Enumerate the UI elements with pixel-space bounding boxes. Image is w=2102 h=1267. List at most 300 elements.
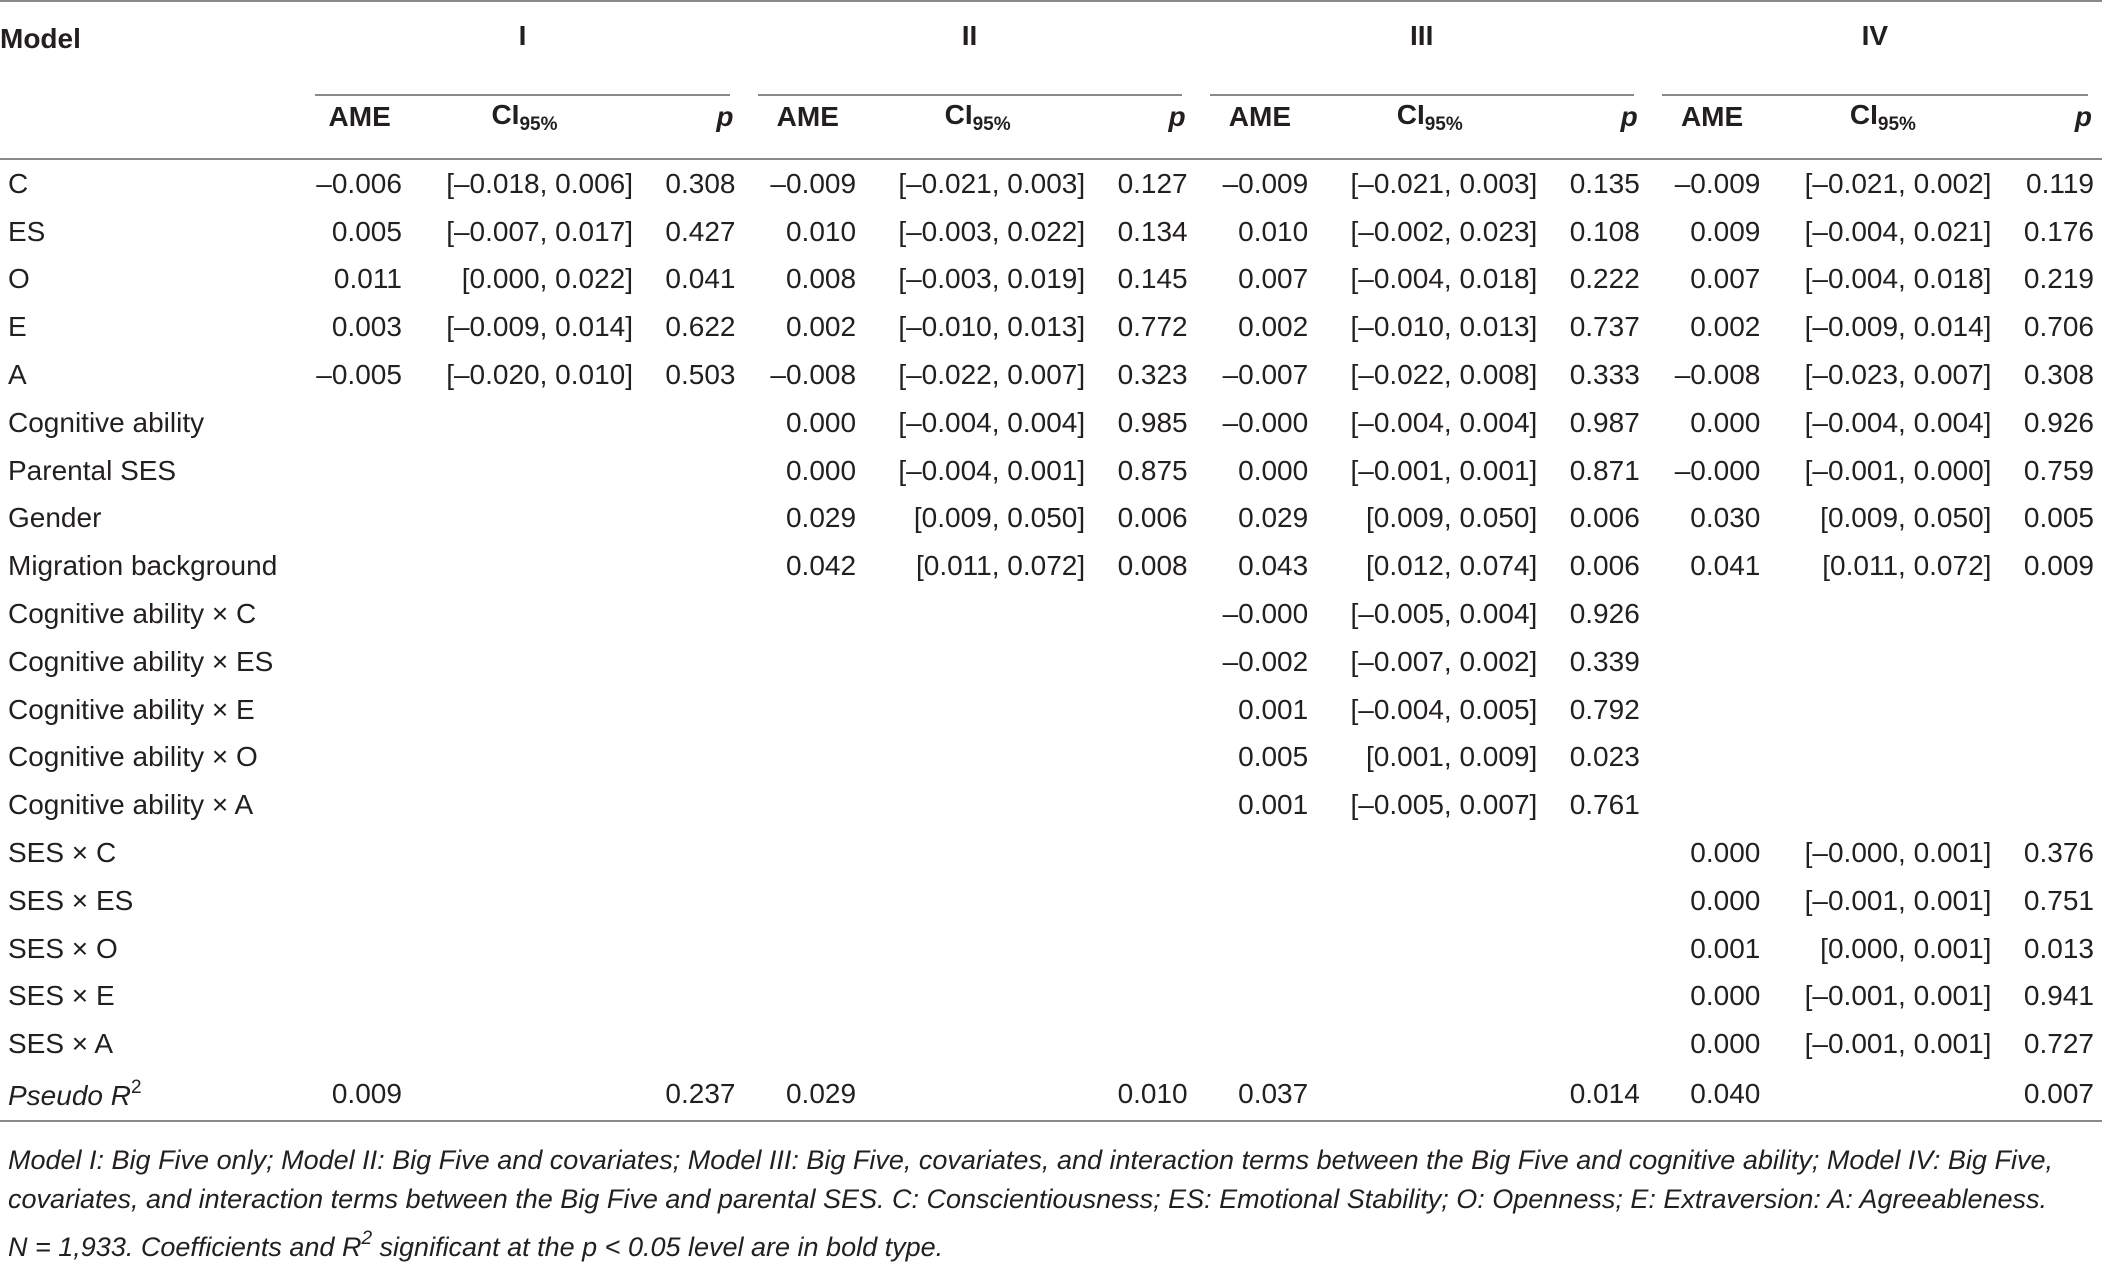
cell-ci: [0.012, 0.074] xyxy=(1366,550,1538,582)
table-row xyxy=(0,925,2102,973)
cell-p xyxy=(641,734,743,782)
cell-ame: –0.009 xyxy=(1674,167,1761,199)
row-label: C xyxy=(8,167,29,199)
cell-p: 0.727 xyxy=(2023,1028,2094,1060)
table-row xyxy=(0,1020,2102,1068)
cell-p xyxy=(1093,781,1195,829)
cell-ci xyxy=(1766,590,1999,638)
cell-ci xyxy=(408,542,641,590)
cell-ci xyxy=(408,399,641,447)
table-row xyxy=(0,686,2102,734)
cell-p: 0.875 xyxy=(1117,454,1188,486)
cell-ci: [–0.001, 0.001] xyxy=(1804,1028,1992,1060)
cell-ci xyxy=(408,590,641,638)
cell-p: 0.135 xyxy=(1569,167,1640,199)
cell-ci: [0.011, 0.072] xyxy=(915,550,1086,582)
note-line-2: covariates, and interaction terms between the Big Five and parental SES. C: Conscientiousness; ES: Emotional Stability; O: Openness; E: Extraversion: A: Agreeableness. xyxy=(8,1184,2048,1214)
cell-ci xyxy=(1314,1020,1545,1068)
cell-ci: [–0.003, 0.022] xyxy=(898,215,1086,247)
cell-p: 0.871 xyxy=(1569,454,1640,486)
cell-ci xyxy=(862,686,1093,734)
note-line-3 xyxy=(8,1219,2098,1267)
cell-p xyxy=(1093,638,1195,686)
cell-ame xyxy=(301,781,408,829)
cell-ame: 0.002 xyxy=(785,311,857,343)
cell-ame: 0.000 xyxy=(785,406,857,438)
cell-ame: 0.011 xyxy=(333,263,402,295)
cell-ame xyxy=(1648,781,1767,829)
table-row xyxy=(0,829,2102,877)
cell-ame xyxy=(301,590,408,638)
cell-ci: [–0.000, 0.001] xyxy=(1804,837,1992,869)
cell-ci: [0.000, 0.001] xyxy=(1820,932,1992,964)
cell-ci: [–0.023, 0.007] xyxy=(1804,359,1992,391)
pseudo-r2-label: Pseudo R xyxy=(8,1079,131,1111)
cell-ame: 0.029 xyxy=(1238,502,1309,534)
cell-p: 0.737 xyxy=(1569,311,1640,343)
cell-ci xyxy=(862,1068,1093,1121)
cell-ame: –0.006 xyxy=(316,167,402,199)
cell-p xyxy=(641,877,743,925)
cell-ci xyxy=(1314,877,1545,925)
cell-ci xyxy=(1766,638,1999,686)
ame-header: AME xyxy=(301,76,408,159)
cell-p: 0.010 xyxy=(1093,1068,1195,1121)
group-underline xyxy=(758,94,1182,96)
row-label: Parental SES xyxy=(8,454,177,486)
cell-p: 0.041 xyxy=(665,263,736,295)
p-header: p xyxy=(641,76,743,159)
cell-ci: [–0.002, 0.023] xyxy=(1350,215,1538,247)
note-line-3-sup: 2 xyxy=(361,1228,373,1249)
cell-p: 0.014 xyxy=(1545,1068,1647,1121)
cell-ci xyxy=(408,686,641,734)
cell-ci: [0.009, 0.050] xyxy=(1820,502,1992,534)
ci-header-subscript: 95% xyxy=(1424,113,1463,135)
cell-p: 0.127 xyxy=(1117,167,1188,199)
cell-p: 0.119 xyxy=(2026,167,2094,199)
cell-ci xyxy=(1314,1068,1545,1121)
cell-ame xyxy=(744,734,863,782)
pseudo-r2-superscript: 2 xyxy=(130,1076,142,1098)
cell-ci: [–0.001, 0.001] xyxy=(1804,884,1992,916)
cell-ame xyxy=(301,877,408,925)
row-label: SES × ES xyxy=(8,884,134,916)
cell-ci: [0.009, 0.050] xyxy=(913,502,1086,534)
cell-ci: [–0.021, 0.003] xyxy=(1350,167,1538,199)
cell-ci: [–0.004, 0.018] xyxy=(1350,263,1538,295)
cell-p: 0.751 xyxy=(2023,884,2094,916)
cell-ci xyxy=(408,447,641,495)
cell-ame xyxy=(1648,590,1767,638)
cell-p xyxy=(641,590,743,638)
cell-ame xyxy=(301,638,408,686)
cell-ame xyxy=(301,542,408,590)
cell-p xyxy=(1093,973,1195,1021)
cell-ame: 0.010 xyxy=(1238,215,1309,247)
row-label xyxy=(0,1068,301,1121)
cell-ci xyxy=(408,1020,641,1068)
cell-ci xyxy=(862,781,1093,829)
group-underline xyxy=(1662,94,2088,96)
cell-p: 0.007 xyxy=(1999,1068,2102,1121)
cell-ame: 0.029 xyxy=(785,502,857,534)
note-line-3-b: significant at the p < 0.05 level are in bold type. xyxy=(372,1232,944,1262)
cell-p xyxy=(1545,925,1647,973)
cell-ame xyxy=(1648,734,1767,782)
cell-p: 0.005 xyxy=(2023,502,2094,534)
cell-p: 0.308 xyxy=(2023,359,2094,391)
note-line-3-a: N = 1,933. Coefficients and R xyxy=(8,1232,362,1262)
cell-p: 0.985 xyxy=(1117,406,1188,438)
cell-ci xyxy=(862,973,1093,1021)
cell-p xyxy=(641,829,743,877)
ci-header xyxy=(1314,76,1545,159)
cell-ame: –0.000 xyxy=(1674,454,1761,486)
cell-ame xyxy=(301,447,408,495)
cell-ame xyxy=(1648,686,1767,734)
table-row xyxy=(0,256,2102,304)
cell-ame: 0.029 xyxy=(744,1068,863,1121)
cell-ci xyxy=(1766,781,1999,829)
cell-ame: 0.001 xyxy=(1238,789,1309,821)
cell-ame: 0.005 xyxy=(1238,741,1309,773)
cell-ci: [–0.001, 0.000] xyxy=(1804,454,1992,486)
group-underline xyxy=(315,94,729,96)
cell-ame xyxy=(744,686,863,734)
cell-ci xyxy=(1314,925,1545,973)
cell-ame: 0.003 xyxy=(331,311,402,343)
note-line-1: Model I: Big Five only; Model II: Big Five and covariates; Model III: Big Five, covariates, and interaction terms between the Big Five and cognitive ability; Model IV: Big Five, xyxy=(8,1145,2053,1175)
cell-ame: 0.000 xyxy=(785,454,857,486)
cell-p xyxy=(641,495,743,543)
cell-p: 0.176 xyxy=(2023,215,2094,247)
cell-ame xyxy=(301,973,408,1021)
cell-ame xyxy=(744,973,863,1021)
cell-ame: –0.008 xyxy=(1674,359,1761,391)
cell-ci: [–0.004, 0.004] xyxy=(1804,406,1992,438)
row-label: SES × C xyxy=(8,837,117,869)
cell-p: 0.219 xyxy=(2023,263,2094,295)
p-header: p xyxy=(1545,76,1647,159)
cell-ci xyxy=(408,734,641,782)
cell-ame: 0.030 xyxy=(1690,502,1761,534)
ci-header-subscript: 95% xyxy=(1877,113,1916,135)
cell-ci xyxy=(862,925,1093,973)
cell-ci xyxy=(1766,734,1999,782)
cell-ame: 0.005 xyxy=(331,215,402,247)
ame-header: AME xyxy=(744,76,863,159)
cell-ci: [–0.022, 0.008] xyxy=(1350,359,1538,391)
cell-p: 0.503 xyxy=(665,359,736,391)
cell-p xyxy=(1093,877,1195,925)
ci-header-label: CI xyxy=(1849,98,1878,130)
cell-ame: 0.000 xyxy=(1690,406,1761,438)
model-group-header xyxy=(744,2,1196,76)
table-row xyxy=(0,447,2102,495)
ci-header-subscript: 95% xyxy=(519,113,558,135)
row-label: SES × E xyxy=(8,980,115,1012)
cell-p: 0.134 xyxy=(1117,215,1188,247)
cell-ame xyxy=(744,638,863,686)
cell-p xyxy=(1093,734,1195,782)
cell-ci xyxy=(862,877,1093,925)
cell-ame xyxy=(744,877,863,925)
row-label: SES × O xyxy=(8,932,118,964)
cell-p xyxy=(1545,1020,1647,1068)
cell-p: 0.333 xyxy=(1569,359,1640,391)
cell-ame: 0.000 xyxy=(1238,454,1309,486)
ame-header: AME xyxy=(1648,76,1767,159)
table-row xyxy=(0,638,2102,686)
cell-ci xyxy=(408,1068,641,1121)
cell-ame: –0.005 xyxy=(316,359,402,391)
cell-ci: [–0.003, 0.019] xyxy=(898,263,1086,295)
cell-ci: [–0.004, 0.005] xyxy=(1350,693,1538,725)
cell-p: 0.222 xyxy=(1569,263,1640,295)
cell-p: 0.023 xyxy=(1569,741,1640,773)
cell-ame: –0.009 xyxy=(1222,167,1309,199)
cell-ame xyxy=(1196,925,1315,973)
cell-ame: 0.009 xyxy=(1690,215,1761,247)
cell-ci xyxy=(862,734,1093,782)
cell-p: 0.006 xyxy=(1117,502,1188,534)
cell-ame xyxy=(301,734,408,782)
cell-ame: 0.037 xyxy=(1196,1068,1315,1121)
cell-ame xyxy=(301,829,408,877)
cell-ci xyxy=(408,829,641,877)
cell-ame xyxy=(1196,973,1315,1021)
row-label: Cognitive ability × ES xyxy=(8,645,274,677)
row-label: Migration background xyxy=(8,550,278,582)
cell-p: 0.987 xyxy=(1569,406,1640,438)
table-row xyxy=(0,877,2102,925)
cell-ci: [–0.021, 0.003] xyxy=(898,167,1086,199)
cell-p xyxy=(1093,590,1195,638)
cell-ame xyxy=(301,1020,408,1068)
header-spacer xyxy=(0,76,301,159)
row-label: Cognitive ability × A xyxy=(8,789,254,821)
cell-p xyxy=(641,925,743,973)
cell-ci: [–0.007, 0.002] xyxy=(1350,645,1538,677)
cell-ci: [–0.009, 0.014] xyxy=(1804,311,1992,343)
cell-ci xyxy=(408,495,641,543)
cell-p: 0.323 xyxy=(1117,359,1188,391)
cell-p: 0.759 xyxy=(2023,454,2094,486)
cell-p xyxy=(1545,973,1647,1021)
p-header: p xyxy=(1999,76,2102,159)
cell-p xyxy=(641,781,743,829)
cell-ci: [0.000, 0.022] xyxy=(461,263,634,295)
cell-p: 0.706 xyxy=(2023,311,2094,343)
cell-p xyxy=(1545,829,1647,877)
cell-ame: 0.008 xyxy=(785,263,857,295)
group-underline xyxy=(1210,94,1634,96)
cell-p xyxy=(641,542,743,590)
cell-p: 0.926 xyxy=(2023,406,2094,438)
cell-p xyxy=(1093,686,1195,734)
table-row xyxy=(0,351,2102,399)
cell-p: 0.376 xyxy=(2023,837,2094,869)
cell-ame: –0.009 xyxy=(770,167,857,199)
ame-header: AME xyxy=(1196,76,1315,159)
cell-p xyxy=(641,686,743,734)
cell-ame xyxy=(744,829,863,877)
model-group-label: I xyxy=(518,20,527,51)
row-label: O xyxy=(8,263,30,295)
cell-ci xyxy=(1766,1068,1999,1121)
cell-p: 0.008 xyxy=(1117,550,1188,582)
cell-ame: –0.000 xyxy=(1222,598,1309,630)
cell-ci: [–0.001, 0.001] xyxy=(1804,980,1992,1012)
cell-ame: 0.009 xyxy=(301,1068,408,1121)
cell-ci: [–0.020, 0.010] xyxy=(446,359,634,391)
cell-ame: 0.010 xyxy=(785,215,857,247)
row-label: Cognitive ability × O xyxy=(8,741,258,773)
table-row-pseudo-r2 xyxy=(0,1068,2102,1121)
cell-p: 0.941 xyxy=(2023,980,2094,1012)
cell-ame xyxy=(744,1020,863,1068)
model-group-label: II xyxy=(961,20,978,51)
cell-ame: 0.001 xyxy=(1238,693,1309,725)
cell-ame: 0.000 xyxy=(1690,837,1761,869)
cell-ci: [–0.005, 0.004] xyxy=(1350,598,1538,630)
cell-ci: [–0.022, 0.007] xyxy=(898,359,1086,391)
cell-p: 0.237 xyxy=(641,1068,743,1121)
cell-ci: [–0.001, 0.001] xyxy=(1350,454,1538,486)
row-label: Cognitive ability xyxy=(8,406,205,438)
cell-ci xyxy=(408,781,641,829)
cell-ame xyxy=(1196,1020,1315,1068)
cell-ci: [0.001, 0.009] xyxy=(1366,741,1538,773)
cell-ci xyxy=(408,638,641,686)
cell-ame xyxy=(301,399,408,447)
table-row xyxy=(0,590,2102,638)
cell-ci xyxy=(408,877,641,925)
cell-p: 0.427 xyxy=(665,215,736,247)
p-header: p xyxy=(1093,76,1195,159)
cell-ame: 0.043 xyxy=(1238,550,1309,582)
ci-header-subscript: 95% xyxy=(972,113,1011,135)
cell-p: 0.145 xyxy=(1117,263,1188,295)
cell-ci: [–0.021, 0.002] xyxy=(1804,167,1992,199)
cell-ci: [0.011, 0.072] xyxy=(1822,550,1992,582)
model-group-header xyxy=(1196,2,1648,76)
ci-header-label: CI xyxy=(491,98,520,130)
cell-p xyxy=(1999,781,2102,829)
cell-ci: [–0.004, 0.001] xyxy=(898,454,1086,486)
cell-ame: 0.007 xyxy=(1238,263,1309,295)
cell-ame xyxy=(1196,877,1315,925)
cell-ame: –0.007 xyxy=(1222,359,1309,391)
cell-ame xyxy=(301,686,408,734)
cell-ame: 0.002 xyxy=(1690,311,1761,343)
cell-ame: 0.041 xyxy=(1690,550,1761,582)
cell-ci xyxy=(1766,686,1999,734)
cell-p: 0.792 xyxy=(1569,693,1640,725)
cell-p xyxy=(641,1020,743,1068)
cell-ame xyxy=(744,590,863,638)
cell-p: 0.772 xyxy=(1117,311,1188,343)
cell-p: 0.926 xyxy=(1569,598,1640,630)
cell-p: 0.013 xyxy=(2023,932,2094,964)
row-label: A xyxy=(8,359,27,391)
cell-ci: [–0.010, 0.013] xyxy=(898,311,1086,343)
row-label: Gender xyxy=(8,502,102,534)
ci-header xyxy=(1766,76,1999,159)
model-group-label: IV xyxy=(1861,20,1889,51)
cell-p: 0.009 xyxy=(2023,550,2094,582)
cell-p xyxy=(641,447,743,495)
table-row xyxy=(0,542,2102,590)
cell-p: 0.108 xyxy=(1569,215,1640,247)
cell-p xyxy=(641,638,743,686)
cell-ci: [–0.010, 0.013] xyxy=(1350,311,1538,343)
cell-ame: 0.001 xyxy=(1690,932,1761,964)
cell-ci: [–0.004, 0.021] xyxy=(1804,215,1992,247)
cell-ci: [–0.018, 0.006] xyxy=(446,167,634,199)
cell-p xyxy=(1999,590,2102,638)
table-row xyxy=(0,399,2102,447)
table-row xyxy=(0,973,2102,1021)
cell-p: 0.761 xyxy=(1569,789,1640,821)
cell-ame: 0.000 xyxy=(1690,980,1761,1012)
cell-ci xyxy=(408,973,641,1021)
cell-ci: [–0.007, 0.017] xyxy=(446,215,634,247)
cell-ame: 0.000 xyxy=(1690,1028,1761,1060)
cell-ci: [–0.005, 0.007] xyxy=(1350,789,1538,821)
cell-ci: [–0.004, 0.004] xyxy=(1350,406,1538,438)
table-row xyxy=(0,781,2102,829)
cell-p xyxy=(1093,1020,1195,1068)
cell-ci xyxy=(862,1020,1093,1068)
table-row xyxy=(0,734,2102,782)
cell-ame xyxy=(301,495,408,543)
cell-ame: –0.002 xyxy=(1222,645,1309,677)
row-label: Cognitive ability × C xyxy=(8,598,257,630)
cell-p xyxy=(1093,925,1195,973)
cell-p: 0.006 xyxy=(1569,502,1640,534)
cell-ci xyxy=(862,590,1093,638)
row-label: E xyxy=(8,311,27,343)
ci-header-label: CI xyxy=(944,98,973,130)
cell-ci: [–0.009, 0.014] xyxy=(446,311,634,343)
cell-ame xyxy=(744,781,863,829)
row-label: SES × A xyxy=(8,1028,114,1060)
cell-p: 0.308 xyxy=(665,167,736,199)
model-group-label: III xyxy=(1410,20,1434,51)
cell-p xyxy=(641,399,743,447)
table-row xyxy=(0,303,2102,351)
table-row xyxy=(0,208,2102,256)
cell-p xyxy=(641,973,743,1021)
cell-ci xyxy=(1314,829,1545,877)
cell-ci: [–0.004, 0.018] xyxy=(1804,263,1992,295)
cell-ame: –0.000 xyxy=(1222,406,1309,438)
cell-ame: 0.007 xyxy=(1690,263,1761,295)
cell-ci xyxy=(408,925,641,973)
cell-ci xyxy=(862,638,1093,686)
cell-ame xyxy=(744,925,863,973)
ci-header xyxy=(862,76,1093,159)
cell-ame: 0.040 xyxy=(1648,1068,1767,1121)
cell-p xyxy=(1999,686,2102,734)
cell-p xyxy=(1545,877,1647,925)
row-label: Cognitive ability × E xyxy=(8,693,255,725)
model-group-header xyxy=(301,2,743,76)
cell-ci: [0.009, 0.050] xyxy=(1366,502,1538,534)
cell-ame xyxy=(1648,638,1767,686)
